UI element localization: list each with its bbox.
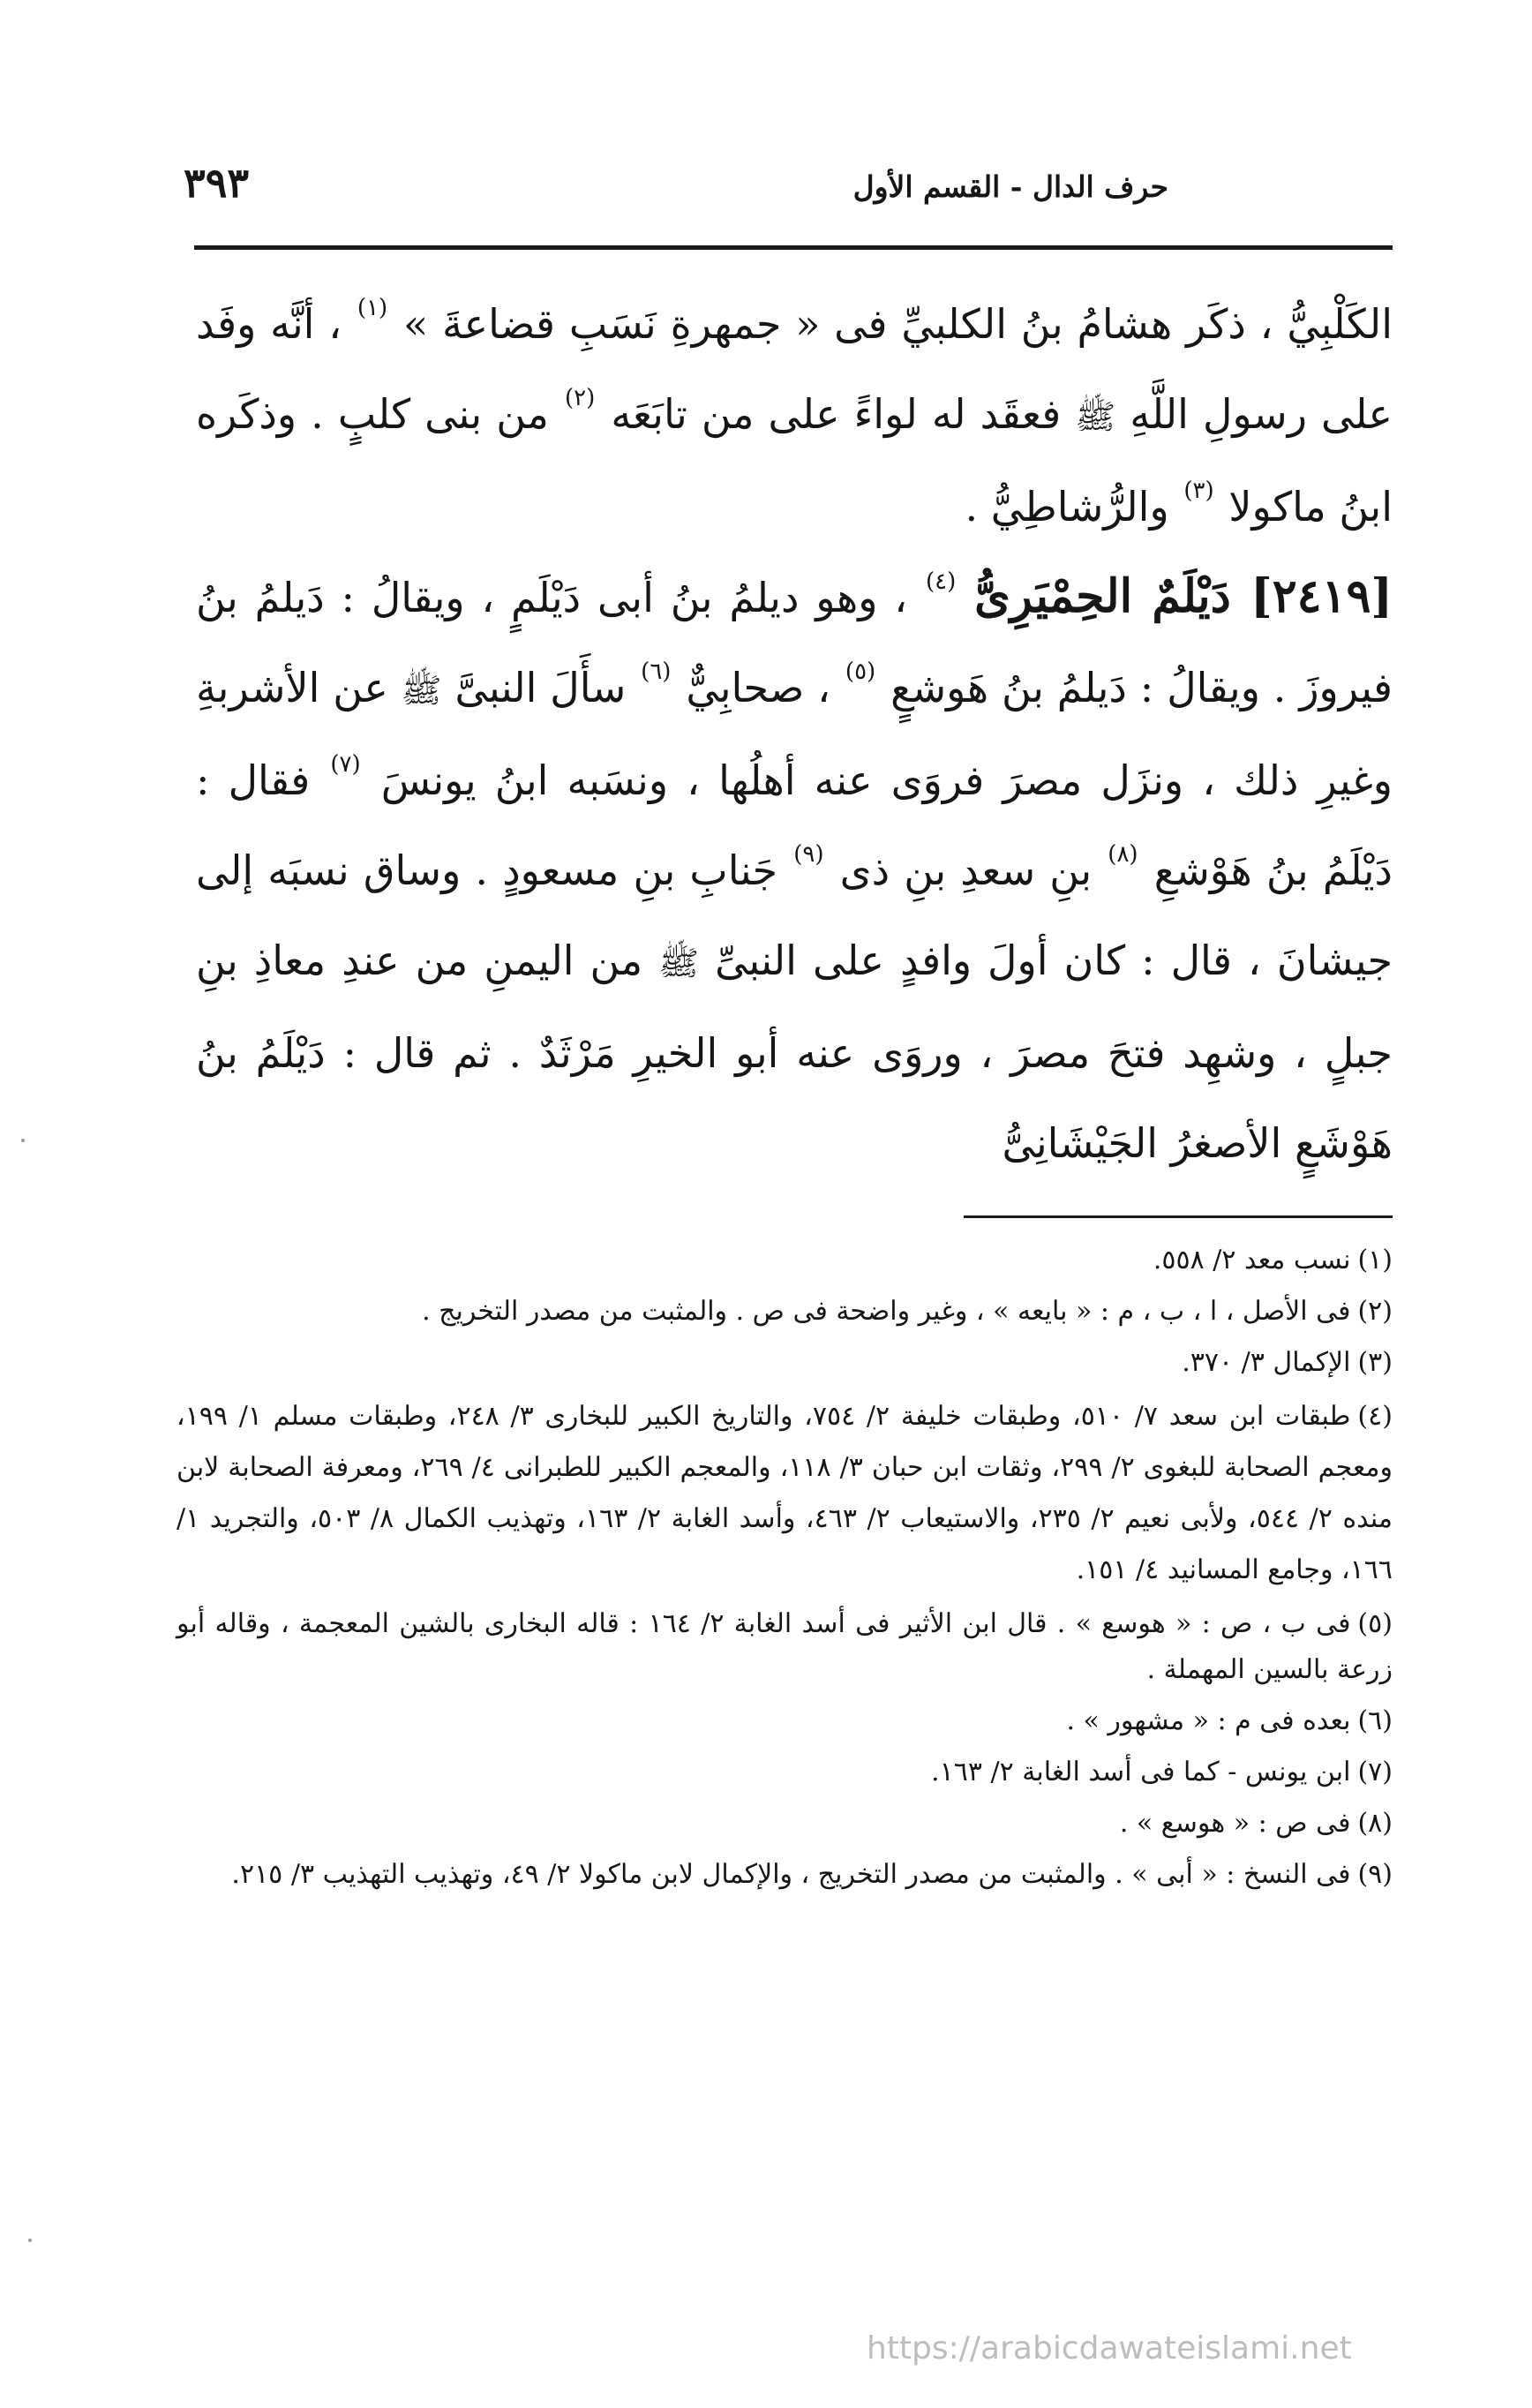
honorific-ligature: ﷺ [1075,397,1116,436]
text-run: جَنابِ بنِ مسعودٍ . وساق نسبَه إلى جيشانَ ، قال : كان أولَ وافدٍ على النبىِّ [196,847,1393,984]
footnote-3 [176,1340,1393,1386]
entry-heading: [٢٤١٩] دَيْلَمٌ الحِمْيَرِىُّ [974,569,1393,623]
text-run: بنِ سعدِ بنِ ذى [839,847,1093,894]
footnote-label: (٨) [1357,1808,1393,1839]
text-run: ، وهو ديلمُ بنُ أبى دَيْلَمٍ ، ويقالُ : دَيلمُ بنُ فيروزَ . ويقالُ : دَيلمُ بنُ هَوشعٍ [196,574,1393,711]
text-run: فعقَد له لواءً على من تابَعَه [611,390,1062,438]
footnote-separator [964,1215,1393,1218]
text-run: سأَلَ النبىَّ [454,664,627,711]
text-run: من اليمنِ من عندِ معاذِ بنِ جبلٍ ، وشهِد فتحَ مصرَ ، وروَى عنه أبو الخيرِ مَرْثَدٌ . ثم قال : دَيْلَمُ بنُ هَوْشَعٍ الأصغرُ الجَيْشَانِىُّ [196,937,1393,1167]
text-run: من بنى كلبٍ . وذكَره ابنُ ماكولا [196,390,1393,531]
footnote-label: (٤) [1357,1401,1393,1432]
footnote-ref[interactable]: (٥) [845,658,876,685]
footnote-label: (٢) [1357,1296,1393,1327]
scan-speck [21,1139,25,1142]
page-number: ٣٩٣ [184,159,250,207]
footnote-4 [176,1391,1393,1596]
honorific-ligature: ﷺ [658,944,700,982]
text-run: عن الأشربةِ وغيرِ ذلك ، ونزَل مصرَ فروَى عنه أهلُها ، ونسَبه ابنُ يونسَ [196,664,1393,804]
footnote-ref[interactable]: (٢) [564,385,596,411]
paragraph-1 [196,279,1393,552]
footnote-1 [176,1238,1393,1283]
footnote-text: فى الأصل ، ا ، ب ، م : « بايعه » ، وغير واضحة فى ص . والمثبت من مصدر التخريج . [422,1296,1351,1327]
footnote-label: (٥) [1357,1608,1393,1639]
footnote-6 [176,1698,1393,1744]
footnote-2 [176,1289,1393,1335]
text-run: والرُّشاطِيُّ . [965,483,1169,531]
footnote-ref[interactable]: (٤) [925,568,957,595]
footnote-ref[interactable]: (٣) [1183,478,1214,504]
text-run: الكَلْبِيُّ ، ذكَر هشامُ بنُ الكلبيِّ فى « جمهرةِ نَسَبِ قضاعةَ » [403,300,1393,348]
footnote-text: طبقات ابن سعد ٧/ ٥١٠، وطبقات خليفة ٢/ ٧٥٤، والتاريخ الكبير للبخارى ٣/ ٢٤٨، وطبقات مسلم ١/ ١٩٩، ومعجم الصحابة للبغوى ٢/ ٢٩٩، وثقات ابن حبان ٣/ ١١٨، والمعجم الكبير للطبرانى ٤/ ٢٦٩، ومعرفة الصحابة لابن منده ٢/ ٥٤٤، ولأبى نعيم ٢/ ٢٣٥، والاستيعاب ٢/ ٤٦٣، وأسد الغابة ٢/ ١٦٣، وتهذيب الكمال ٨/ ٥٠٣، والتجريد ١/ ١٦٦، وجامع المسانيد ٤/ ١٥١. [176,1401,1393,1585]
honorific-ligature: ﷺ [401,671,442,710]
footnote-5 [176,1601,1393,1693]
footnote-text: بعده فى م : « مشهور » . [1066,1705,1351,1736]
footnote-text: فى ب ، ص : « هوسع » . قال ابن الأثير فى أسد الغابة ٢/ ١٦٤ : قاله البخارى بالشين المعجمة ، وقاله أبو زرعة بالسين المهملة . [176,1608,1393,1685]
footnote-7 [176,1750,1393,1795]
watermark-url[interactable]: https://arabicdawateislami.net [867,2330,1352,2367]
page-header [184,159,1389,219]
footnote-9 [176,1852,1393,1898]
paragraph-2 [196,552,1393,1188]
scan-speck [28,2239,32,2242]
footnote-ref[interactable]: (٧) [330,751,361,778]
main-text [196,279,1393,1188]
running-head: حرف الدال - القسم الأول [852,169,1168,204]
footnote-ref[interactable]: (١) [357,295,388,321]
text-run: ، صحابِيٌّ [686,664,831,711]
header-rule [194,245,1393,250]
footnote-ref[interactable]: (٩) [793,841,824,868]
footnote-ref[interactable]: (٦) [641,658,672,685]
footnote-text: فى النسخ : « أبى » . والمثبت من مصدر التخريج ، والإكمال لابن ماكولا ٢/ ٤٩، وتهذيب التهذيب ٣/ ٢١٥. [231,1859,1351,1890]
footnote-text: نسب معد ٢/ ٥٥٨. [1153,1245,1351,1275]
text-run: ، أنَّه وفَد على رسولِ اللَّهِ [196,300,1393,438]
footnote-label: (٧) [1357,1757,1393,1787]
footnote-label: (٦) [1357,1705,1393,1736]
footnote-label: (٩) [1357,1859,1393,1890]
footnote-text: ابن يونس - كما فى أسد الغابة ٢/ ١٦٣. [931,1757,1351,1787]
footnote-label: (٣) [1357,1347,1393,1378]
footnote-ref[interactable]: (٨) [1108,841,1138,868]
footnote-label: (١) [1357,1245,1393,1275]
footnote-text: الإكمال ٣/ ٣٧٠. [1182,1347,1351,1378]
footnotes [176,1238,1393,1903]
text-run: فقال : دَيْلَمُ بنُ هَوْشعِ [196,756,1393,894]
footnote-8 [176,1801,1393,1847]
footnote-text: فى ص : « هوسع » . [1119,1808,1351,1839]
